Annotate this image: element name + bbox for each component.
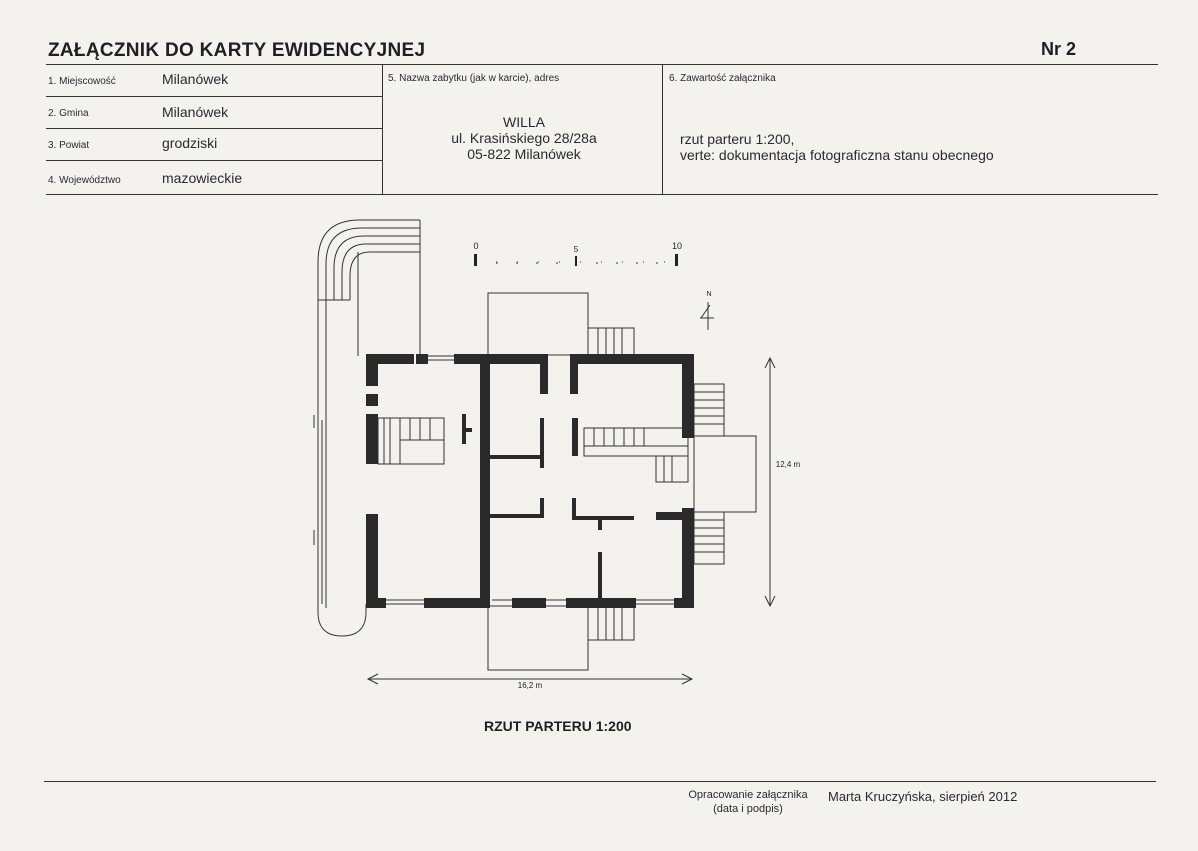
footer-author-date: Marta Kruczyńska, sierpień 2012 [828,789,1018,804]
windows [386,356,674,604]
contents-line-2: verte: dokumentacja fotograficzna stanu obecnego [680,147,994,163]
north-label: N [706,291,712,298]
powiat-label: 3. Powiat [48,140,90,151]
gmina-label: 2. Gmina [48,108,89,119]
monument-postcode: 05-822 Milanówek [467,146,581,162]
sheet-title: ZAŁĄCZNIK DO KARTY EWIDENCYJNEJ [48,40,426,61]
walls [366,354,694,608]
footer-label-line-2: (data i podpis) [713,803,783,815]
footer-label [686,788,810,816]
scale-label-0: 0 [473,241,479,251]
height-dimension-label: 12,4 m [775,460,801,469]
zawartosc-label: 6. Zawartość załącznika [669,73,776,84]
bottom-stairs [588,606,634,640]
right-terrace [694,436,756,512]
bottom-porch [488,606,588,670]
right-stairwell [584,428,688,482]
width-dimension-label: 16,2 m [517,681,543,690]
top-porch [488,293,588,355]
miejscowosc-label: 1. Miejscowość [48,76,116,87]
left-stairwell [378,418,444,464]
plan-caption: RZUT PARTERU 1:200 [484,718,632,734]
wojewodztwo-label: 4. Województwo [48,175,121,186]
sheet-number: Nr 2 [1041,39,1077,59]
wojewodztwo-value: mazowieckie [162,170,243,186]
scale-label-10: 10 [671,241,683,251]
north-arrow-icon [700,302,714,330]
footer-rule [44,781,1156,782]
scale-label-5: 5 [573,245,579,254]
right-stairs-lower [694,512,724,564]
height-dimension [765,358,775,606]
nazwa-label: 5. Nazwa zabytku (jak w karcie), adres [388,73,560,84]
contents-line-1: rzut parteru 1:200, [680,131,795,147]
monument-name: WILLA [502,114,545,130]
top-right-stairs [588,328,634,356]
footer-label-line-1: Opracowanie załącznika [688,789,808,801]
scale-bar [474,254,678,266]
powiat-value: grodziski [162,135,218,151]
monument-street: ul. Krasińskiego 28/28a [451,130,597,146]
gmina-value: Milanówek [162,104,229,120]
miejscowosc-value: Milanówek [162,71,229,87]
right-stairs-upper [694,384,724,436]
